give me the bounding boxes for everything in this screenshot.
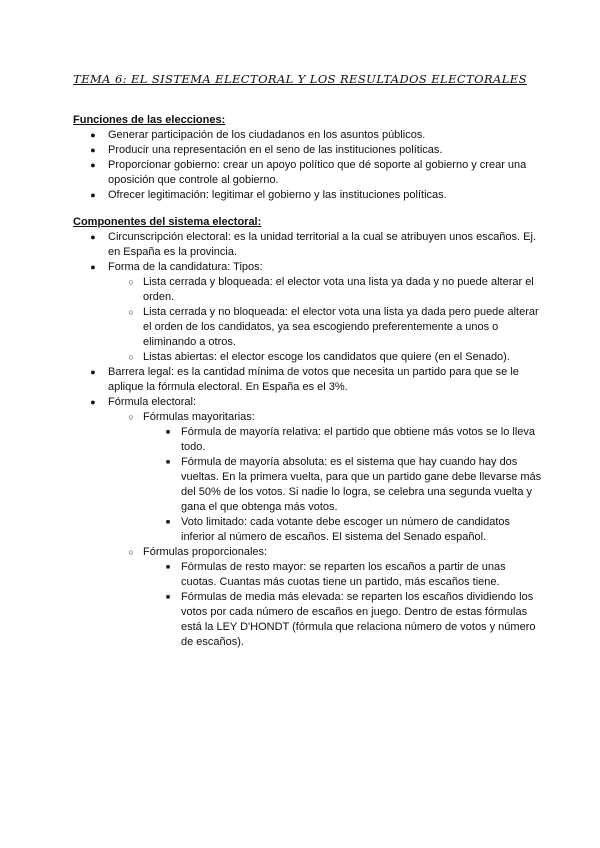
bullet-icon: ● xyxy=(90,397,96,407)
circle-bullet-icon: ○ xyxy=(128,352,134,362)
list-item: ● Barrera legal: es la cantidad mínima de votos que necesita un partido para que se le aplique la fórmula electoral. En España es el 3%. xyxy=(73,365,543,395)
bullet-icon: ● xyxy=(90,367,96,377)
section-funciones xyxy=(73,113,543,203)
componentes-list xyxy=(73,230,543,650)
list-item: ■ Fórmula de mayoría absoluta: es el sistema que hay cuando hay dos vueltas. En la primera vuelta, para que un partido gane debe llevarse más del 50% de los votos. Si nadie lo logra, se celebra una segunda vuelta y gana el que obtenga más votos. xyxy=(73,455,543,515)
list-item: ● Producir una representación en el seno de las instituciones políticas. xyxy=(73,143,543,158)
list-item: ○ Fórmulas proporcionales: xyxy=(73,545,543,560)
bullet-icon: ● xyxy=(90,190,96,200)
square-bullet-icon: ■ xyxy=(165,564,171,571)
list-item: ■ Voto limitado: cada votante debe escoger un número de candidatos inferior al número de escaños. El sistema del Senado español. xyxy=(73,515,543,545)
list-item: ■ Fórmulas de media más elevada: se reparten los escaños dividiendo los votos por cada número de escaños en juego. Dentro de estas fórmulas está la LEY D'HONDT (fórmula que relaciona número de votos y número de escaños). xyxy=(73,590,543,650)
list-item: ■ Fórmulas de resto mayor: se reparten los escaños a partir de unas cuotas. Cuantas más cuotas tiene un partido, más escaños tiene. xyxy=(73,560,543,590)
list-item: ● Fórmula electoral: xyxy=(73,395,543,410)
list-item: ○ Listas abiertas: el elector escoge los candidatos que quiere (en el Senado). xyxy=(73,350,543,365)
circle-bullet-icon: ○ xyxy=(128,412,134,422)
bullet-icon: ● xyxy=(90,145,96,155)
list-item: ● Ofrecer legitimación: legitimar el gobierno y las instituciones políticas. xyxy=(73,188,543,203)
document-title: TEMA 6: EL SISTEMA ELECTORAL Y LOS RESULTADOS ELECTORALES xyxy=(73,72,527,86)
circle-bullet-icon: ○ xyxy=(128,277,134,287)
square-bullet-icon: ■ xyxy=(165,594,171,601)
section-heading-funciones: Funciones de las elecciones: xyxy=(73,114,226,126)
list-item: ● Forma de la candidatura: Tipos: xyxy=(73,260,543,275)
list-item: ○ Fórmulas mayoritarias: xyxy=(73,410,543,425)
list-item: ○ Lista cerrada y no bloqueada: el elector vota una lista ya dada pero puede alterar el orden de los candidatos, ya sea escogiendo preferentemente a unos o eliminando a otros. xyxy=(73,305,543,350)
section-heading-componentes: Componentes del sistema electoral: xyxy=(73,216,262,228)
circle-bullet-icon: ○ xyxy=(128,307,134,317)
square-bullet-icon: ■ xyxy=(165,459,171,466)
bullet-icon: ● xyxy=(90,130,96,140)
list-item: ● Proporcionar gobierno: crear un apoyo político que dé soporte al gobierno y crear una oposición que controle al gobierno. xyxy=(73,158,543,188)
square-bullet-icon: ■ xyxy=(165,519,171,526)
section-componentes xyxy=(73,215,543,650)
bullet-icon: ● xyxy=(90,232,96,242)
funciones-list xyxy=(73,128,543,203)
bullet-icon: ● xyxy=(90,262,96,272)
list-item: ○ Lista cerrada y bloqueada: el elector vota una lista ya dada y no puede alterar el orden. xyxy=(73,275,543,305)
list-item: ■ Fórmula de mayoría relativa: el partido que obtiene más votos se lo lleva todo. xyxy=(73,425,543,455)
circle-bullet-icon: ○ xyxy=(128,547,134,557)
bullet-icon: ● xyxy=(90,160,96,170)
list-item: ● Generar participación de los ciudadanos en los asuntos públicos. xyxy=(73,128,543,143)
square-bullet-icon: ■ xyxy=(165,429,171,436)
list-item: ● Circunscripción electoral: es la unidad territorial a la cual se atribuyen unos escaños. Ej. en España es la provincia. xyxy=(73,230,543,260)
